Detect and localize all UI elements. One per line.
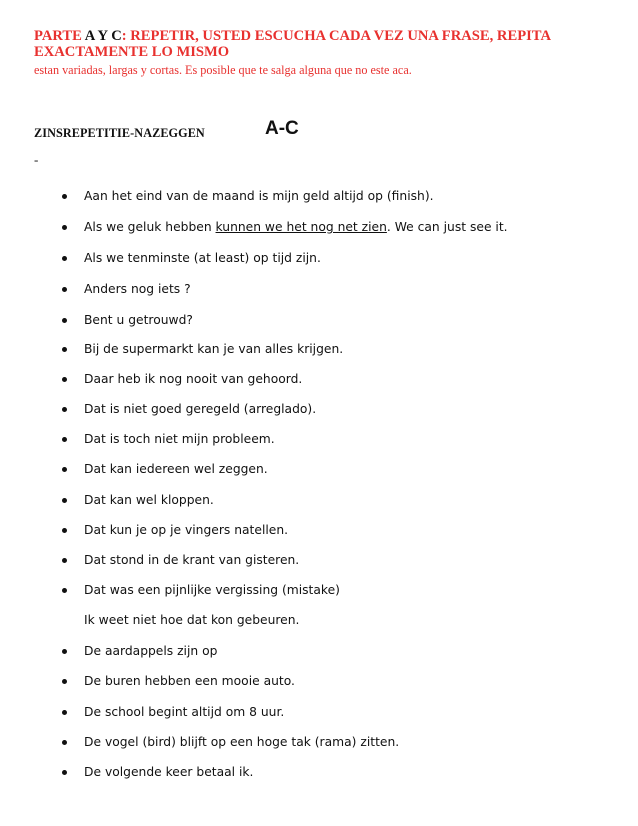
bullet-icon: [62, 528, 67, 533]
section-dash: -: [34, 152, 39, 167]
bullet-icon: [62, 710, 67, 715]
list-item-text: Dat kan wel kloppen.: [84, 493, 214, 507]
list-item-text: Anders nog iets ?: [84, 282, 191, 296]
header-line-2: EXACTAMENTE LO MISMO: [34, 44, 230, 60]
list-item-text: Dat was een pijnlijke vergissing (mistake): [84, 583, 340, 597]
bullet-icon: [62, 318, 67, 323]
section-title: ZINSREPETITIE-NAZEGGEN: [34, 126, 205, 140]
bullet-icon: [62, 558, 67, 563]
list-item-text: Dat stond in de krant van gisteren.: [84, 553, 300, 567]
bullet-icon: [62, 225, 67, 230]
list-item-text-pre: Als we geluk hebben: [84, 220, 216, 234]
list-item-text: De vogel (bird) blijft op een hoge tak (rama) zitten.: [84, 735, 400, 749]
list-item-text: Bent u getrouwd?: [84, 313, 193, 327]
list-item-text-post: . We can just see it.: [386, 220, 508, 234]
list-item-text: Dat kun je op je vingers natellen.: [84, 523, 289, 537]
bullet-icon: [62, 347, 67, 352]
list-item-text: Bij de supermarkt kan je van alles krijgen.: [84, 342, 344, 356]
bullet-icon: [62, 467, 67, 472]
bullet-icon: [62, 377, 67, 382]
bullet-icon: [62, 437, 67, 442]
bullet-icon: [62, 740, 67, 745]
list-item-continuation: Ik weet niet hoe dat kon gebeuren.: [84, 613, 300, 627]
bullet-icon: [62, 194, 67, 199]
list-item-text: Dat is niet goed geregeld (arreglado).: [84, 402, 317, 416]
list-item-text: Dat is toch niet mijn probleem.: [84, 432, 275, 446]
list-item-text: De aardappels zijn op: [84, 644, 218, 658]
list-item-text: [84, 217, 508, 237]
bullet-icon: [62, 770, 67, 775]
bullet-icon: [62, 256, 67, 261]
list-item-text-underlined: kunnen we het nog net zien: [215, 220, 387, 234]
list-item-text: Als we tenminste (at least) op tijd zijn.: [84, 251, 321, 265]
bullet-icon: [62, 498, 67, 503]
bullet-icon: [62, 588, 67, 593]
bullet-icon: [62, 649, 67, 654]
list-item-text: De buren hebben een mooie auto.: [84, 674, 295, 688]
bullet-icon: [62, 287, 67, 292]
list-item-text: Dat kan iedereen wel zeggen.: [84, 462, 268, 476]
header-part-3: : REPETIR, USTED ESCUCHA CADA VEZ UNA FRASE, REPITA: [121, 28, 551, 44]
header-part-1: PARTE: [34, 28, 82, 44]
list-item-text: De school begint altijd om 8 uur.: [84, 705, 285, 719]
header-subtitle: estan variadas, largas y cortas. Es posible que te salga alguna que no este aca.: [34, 63, 412, 77]
section-code: A-C: [265, 118, 299, 139]
header-part-2: A Y C: [81, 28, 122, 44]
bullet-icon: [62, 679, 67, 684]
bullet-icon: [62, 407, 67, 412]
list-item-text: De volgende keer betaal ik.: [84, 765, 254, 779]
list-item-text: Daar heb ik nog nooit van gehoord.: [84, 372, 303, 386]
list-item-text: Aan het eind van de maand is mijn geld altijd op (finish).: [84, 189, 434, 203]
